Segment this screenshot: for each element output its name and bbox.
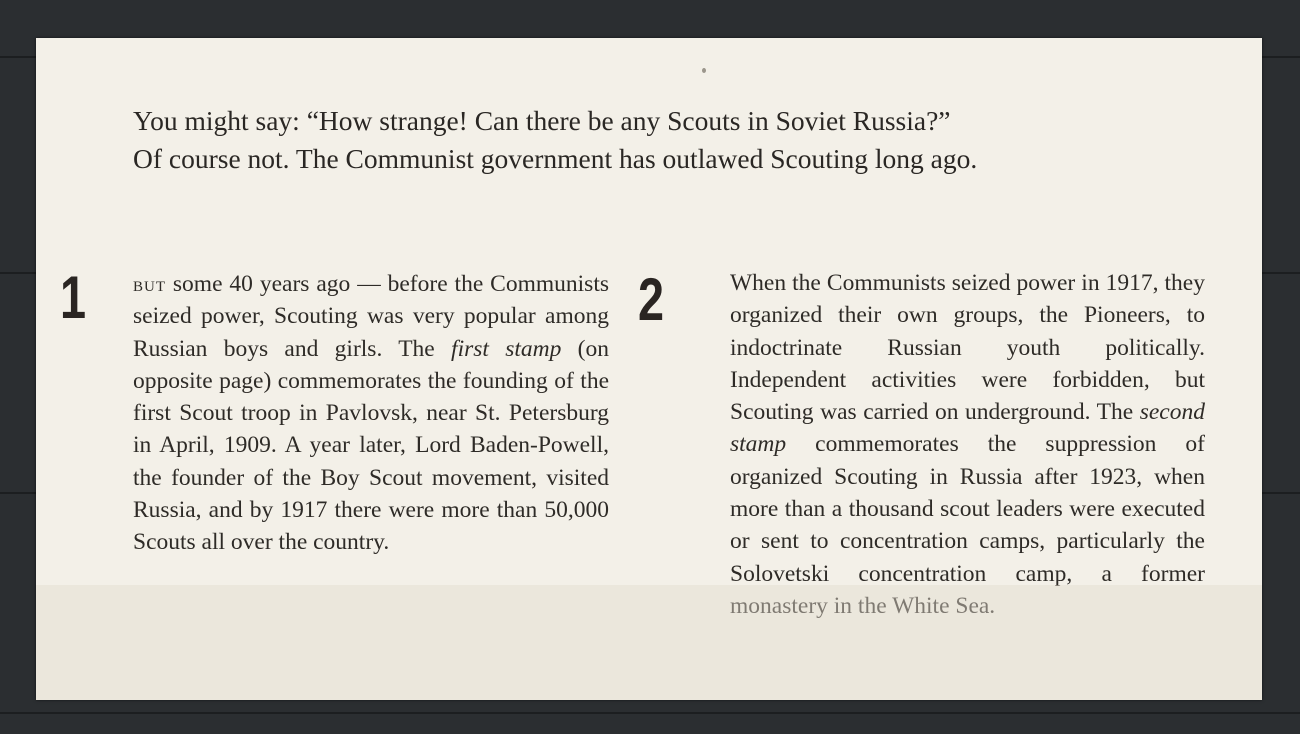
section-2-text-a: When the Communists seized power in 1917, they organized their own groups, the Pioneers, to indoctrinate Russian youth politically. Independent activities were forbidden, but Scouting was carried on underground. The [730, 270, 1205, 426]
intro-line-1: You might say: “How strange! Can there be any Scouts in Soviet Russia?” [133, 105, 951, 136]
section-1-text [133, 268, 609, 559]
section-2-text-b: commemorates the suppression of organized Scouting in Russia after 1923, when more than a thousand scout leaders were executed or sent to concentration camps, particularly the Solovetski concentration camp, a former monastery in the White Sea. [730, 431, 1205, 619]
intro-line-2: Of course not. The Communist government has outlawed Scouting long ago. [133, 143, 978, 174]
section-1-text-a: some 40 years ago — before the Communists seized power, Scouting was very popular among Russian boys and girls. The [133, 271, 609, 362]
album-stripe [0, 712, 1300, 714]
printed-card [36, 38, 1262, 700]
section-1-emphasis: first stamp [451, 335, 562, 362]
paper-speck [702, 68, 706, 73]
section-numeral-1: 1 [60, 264, 87, 331]
section-2-emphasis: second stamp [730, 399, 1205, 458]
section-numeral-2: 2 [638, 266, 665, 333]
section-1-lead-word: but [133, 271, 166, 296]
intro-heading [133, 102, 1153, 178]
section-2-text [730, 267, 1205, 622]
section-1-text-b: (on opposite page) commemorates the founding of the first Scout troop in Pavlovsk, near St. Petersburg in April, 1909. A year later, Lord Baden-Powell, the founder of the Boy Scout movement, visited Russia, and by 1917 there were more than 50,000 Scouts all over the country. [133, 335, 610, 556]
